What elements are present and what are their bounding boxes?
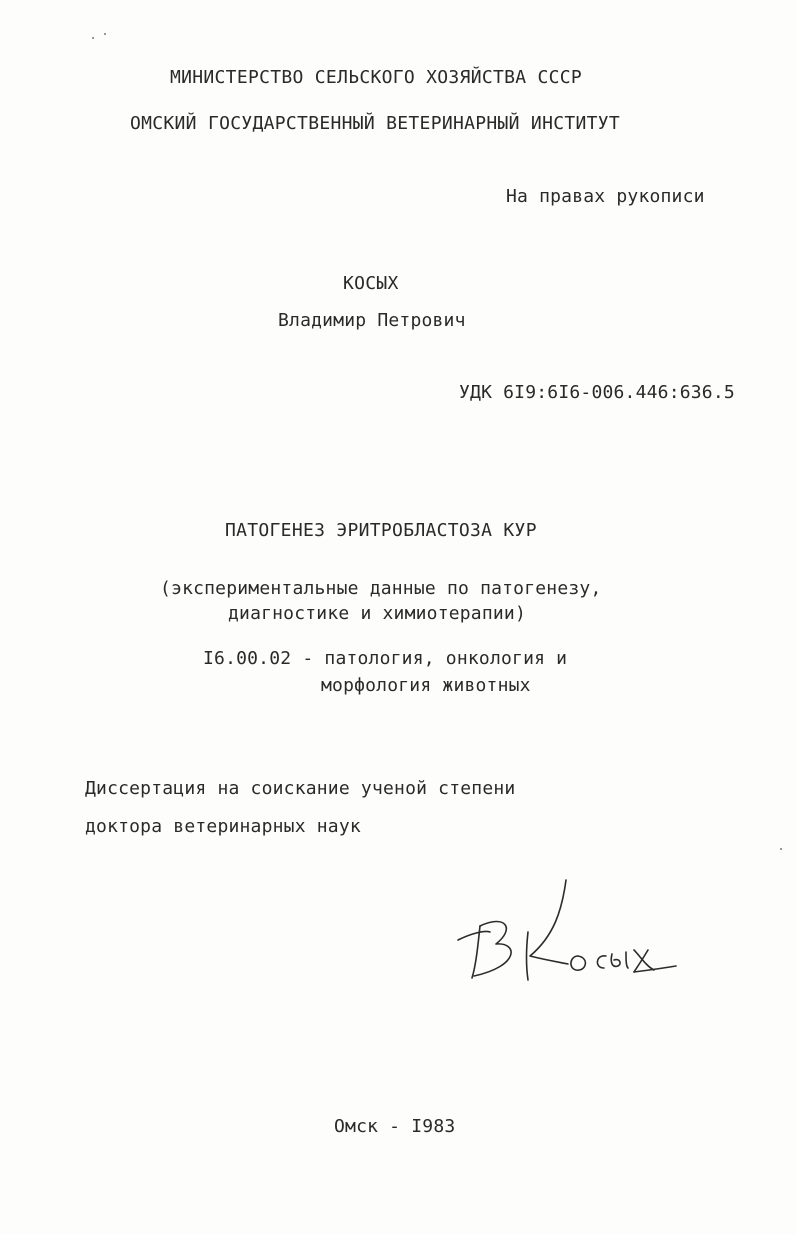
degree-line2: доктора ветеринарных наук xyxy=(85,816,361,837)
author-surname: КОСЫХ xyxy=(343,273,399,294)
specialty-line2: морфология животных xyxy=(321,675,531,696)
degree-line1: Диссертация на соискание ученой степени xyxy=(85,778,516,799)
scan-speck xyxy=(780,848,782,850)
author-signature xyxy=(450,870,680,990)
specialty-line1: I6.00.02 - патология, онкология и xyxy=(203,648,568,669)
dissertation-subtitle-line2: диагностике и химиотерапии) xyxy=(228,603,526,624)
scan-speck xyxy=(104,33,106,35)
author-name: Владимир Петрович xyxy=(278,310,466,331)
scan-speck xyxy=(92,37,94,39)
dissertation-title: ПАТОГЕНЕЗ ЭРИТРОБЛАСТОЗА КУР xyxy=(225,520,537,541)
ministry-heading: МИНИСТЕРСТВО СЕЛЬСКОГО ХОЗЯЙСТВА СССР xyxy=(170,67,583,88)
rights-note: На правах рукописи xyxy=(506,186,705,207)
institute-heading: ОМСКИЙ ГОСУДАРСТВЕННЫЙ ВЕТЕРИНАРНЫЙ ИНСТИТУТ xyxy=(130,113,621,134)
dissertation-subtitle-line1: (экспериментальные данные по патогенезу, xyxy=(160,578,602,599)
udc-code: УДК 6I9:6I6-006.446:636.5 xyxy=(459,382,735,403)
place-year: Омск - I983 xyxy=(334,1116,456,1137)
